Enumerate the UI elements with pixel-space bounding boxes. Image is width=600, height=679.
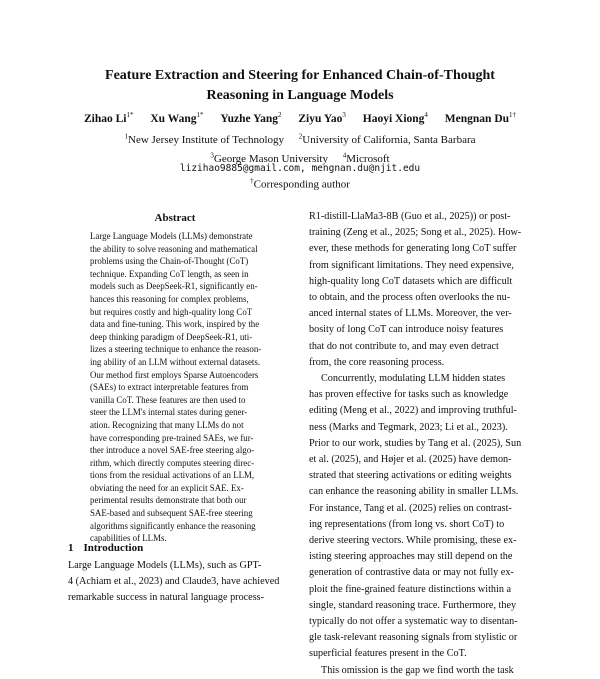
text-line: from significant limitations. They need expensive,: [309, 259, 514, 271]
text-line: ness (Marks and Tegmark, 2023; Li et al., 2023).: [309, 421, 508, 433]
text-line: can enhance the reasoning ability in smaller LLMs.: [309, 486, 519, 498]
abstract-heading: Abstract: [154, 212, 196, 224]
author-3: [220, 113, 281, 125]
affiliation-name: University of California, Santa Barbara: [302, 133, 476, 146]
text-line: ploit the fine-grained feature distinctions within a: [309, 583, 511, 595]
text-line: R1-distill-LlaMa3-8B (Guo et al., 2025)) or post-: [309, 211, 511, 222]
text-line: strated that steering activations or editing weights: [309, 470, 512, 482]
title-line-2: Reasoning in Language Models: [206, 88, 394, 103]
text-line: bosity of long CoT can introduce noisy features: [309, 324, 504, 336]
text-line: generation of contrastive data or may not fully ex-: [309, 567, 514, 579]
text-line: perimental results demonstrate that both our: [90, 495, 247, 506]
text-line: from, the core reasoning process.: [309, 356, 445, 368]
text-line: single, standard reasoning trace. Furthermore, they: [309, 599, 517, 611]
text-line: deep thinking paradigm of DeepSeek-R1, uti-: [90, 331, 253, 342]
text-line: remarkable success in natural language process-: [68, 592, 265, 603]
author-name: Zihao Li: [83, 112, 127, 125]
text-line: high-quality long CoT datasets which are difficult: [309, 275, 513, 287]
text-line: to obtain, and the process often overlooks the nu-: [309, 292, 511, 304]
text-line: lizes a steering technique to enhance the reason-: [90, 344, 262, 355]
author-mark: 4: [424, 111, 428, 119]
text-line: steer the LLM's internal states during gener-: [90, 407, 248, 418]
author-list: [40, 111, 560, 125]
text-line: 4 (Achiam et al., 2023) and Claude3, have achieved: [68, 576, 280, 587]
author-name: Mengnan Du: [444, 112, 510, 125]
text-line: ther introduce a novel SAE-free steering algo-: [90, 445, 255, 456]
author-4: [298, 113, 346, 125]
affiliation-mark: 1: [124, 132, 128, 140]
text-line: (SAEs) to extract interpretable features from: [90, 382, 249, 393]
text-line: This omission is the gap we find worth the task: [321, 664, 514, 676]
corresponding-mark: †: [250, 177, 254, 185]
text-line: the ability to solve reasoning and mathematical: [90, 243, 258, 254]
text-line: problems using the Chain-of-Thought (CoT): [90, 256, 249, 267]
affiliations: [40, 128, 560, 167]
text-line: but requires costly and high-quality long CoT: [90, 306, 253, 317]
text-line: hances this reasoning for complex problems,: [90, 293, 249, 304]
text-line: Prior to our work, studies by Tang et al. (2025), Sun: [309, 437, 522, 449]
text-line: superficial features present in the CoT.: [309, 648, 467, 660]
author-6: [445, 113, 516, 125]
affiliation-name: New Jersey Institute of Technology: [128, 133, 285, 146]
abstract-text: [90, 230, 270, 545]
text-line: ing ability of an LLM without external datasets.: [90, 356, 261, 367]
introduction-heading: [68, 542, 143, 554]
section-title: Introduction: [83, 542, 144, 554]
text-line: vanilla CoT. These features are then used to: [90, 394, 246, 405]
corresponding-author-note: [40, 177, 560, 191]
author-emails: lizihao9885@gmail.com, mengnan.du@njit.edu: [179, 163, 421, 174]
text-line: editing (Meng et al., 2022) and improving truthful-: [309, 405, 517, 417]
text-line: capabilities of LLMs.: [90, 533, 167, 544]
affiliation-name: George Mason University: [213, 153, 328, 166]
text-line: SAE-based and subsequent SAE-free steering: [90, 508, 253, 519]
title-line-1: Feature Extraction and Steering for Enhanced Chain-of-Thought: [105, 68, 495, 83]
author-mark: 1†: [509, 111, 517, 119]
text-line: has proven effective for tasks such as knowledge: [309, 389, 509, 401]
author-mark: 3: [342, 111, 346, 119]
author-mark: 1*: [126, 111, 134, 119]
text-line: that do not contribute to, and may even detract: [309, 340, 499, 352]
text-line: ation. Recognizing that many LLMs do not: [90, 419, 244, 430]
author-2: [150, 113, 203, 125]
right-paragraph-2: [309, 371, 545, 679]
text-line: Large Language Models (LLMs), such as GPT-: [68, 560, 262, 571]
author-name: Yuzhe Yang: [220, 112, 278, 125]
right-paragraph-1: [309, 209, 545, 371]
text-line: Concurrently, modulating LLM hidden states: [321, 373, 506, 385]
text-line: Large Language Models (LLMs) demonstrate: [90, 231, 253, 241]
author-5: [363, 113, 428, 125]
affiliation-2: [299, 134, 476, 146]
text-line: obviating the need for an explicit SAE. Ex-: [90, 482, 244, 493]
author-mark: 2: [278, 111, 282, 119]
right-column-text: [309, 209, 545, 679]
text-line: ever, these methods for generating long CoT suffer: [309, 243, 517, 255]
introduction-text: [68, 558, 300, 606]
text-line: For instance, Tang et al. (2025) relies on contrast-: [309, 502, 512, 514]
corresponding-text: Corresponding author: [253, 178, 350, 191]
text-line: data and fine-tuning. This work, inspired by the: [90, 319, 260, 330]
text-line: et al. (2025), and Højer et al. (2025) have demon-: [309, 454, 512, 466]
author-name: Haoyi Xiong: [362, 112, 425, 125]
text-line: anced internal states of LLMs. Moreover, the ver-: [309, 308, 512, 320]
affiliation-mark: 4: [342, 151, 347, 160]
text-line: tions from the residual activations of an LLM,: [90, 470, 255, 481]
text-line: Our method first employs Sparse Autoencoders: [90, 369, 259, 380]
text-line: technique. Expanding CoT length, as seen in: [90, 268, 249, 279]
text-line: derive steering vectors. While promising, these ex-: [309, 535, 517, 547]
text-line: gle task-relevant reasoning signals from stylistic or: [309, 632, 518, 644]
author-1: [84, 113, 134, 125]
text-line: algorithms significantly enhance the reasoning: [90, 520, 256, 531]
section-number: 1: [68, 542, 74, 554]
text-line: rithm, which directly computes steering direc-: [90, 457, 255, 468]
text-line: ing representations (from long vs. short CoT) to: [309, 518, 505, 530]
affiliation-mark: 2: [298, 132, 303, 140]
text-line: models such as DeepSeek-R1, significantly en-: [90, 281, 258, 292]
text-line: have corresponding pre-trained SAEs, we fur-: [90, 432, 254, 443]
author-name: Ziyu Yao: [298, 112, 343, 125]
text-line: isting steering approaches may still depend on the: [309, 551, 513, 563]
text-line: training (Zeng et al., 2025; Song et al., 2025). How-: [309, 227, 522, 239]
author-name: Xu Wang: [150, 112, 197, 125]
paper-title: [60, 66, 540, 106]
affiliation-name: Microsoft: [346, 153, 390, 166]
affiliation-1: [125, 134, 285, 146]
author-mark: 1*: [196, 111, 204, 119]
affiliation-line-1: [40, 128, 560, 148]
text-line: typically do not offer a systematic way to disentan-: [309, 616, 518, 628]
affiliation-mark: 3: [210, 151, 214, 160]
